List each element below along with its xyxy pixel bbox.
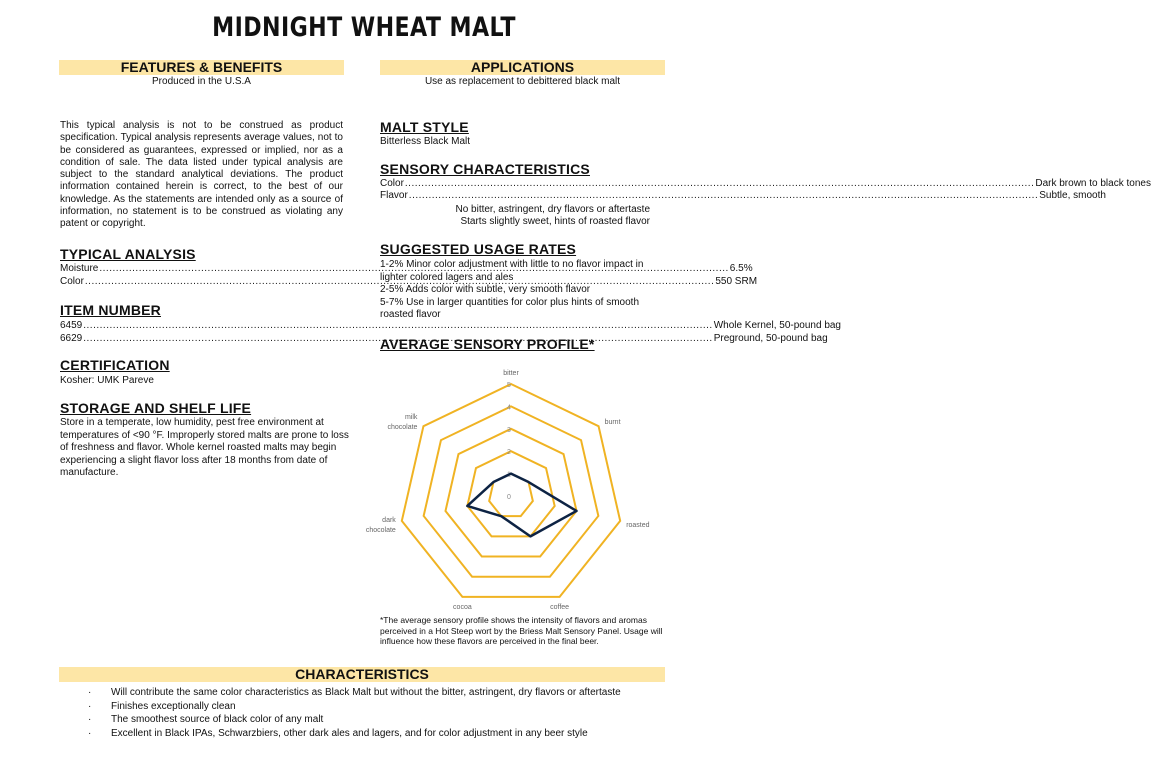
usage-line: 5-7% Use in larger quantities for color plus hints of smooth roasted flavor — [380, 296, 640, 320]
sensory-label: Flavor — [380, 190, 408, 201]
sensory-value: Subtle, smooth — [1039, 190, 1106, 201]
profile-note: *The average sensory profile shows the intensity of flavors and aromas perceived in a Hot Steep wort by the Briess Malt Sensory Panel. Usage will influence how these flavors are perceived in the final beer. — [380, 615, 663, 647]
item-description: Whole Kernel, 50-pound bag — [713, 320, 841, 331]
radar-category-label: roasted — [626, 521, 650, 529]
disclaimer-text: This typical analysis is not to be construed as product specification. Typical analysis represents average values, not to be considered as guarantees, expressed or implied, nor as a condition of sale. The data listed under typical analysis are subject to the standard analytical deviations. The product information contained herein is correct, to the best of our knowledge. As the statements are intended only as a source of information, no statement is to be construed as violating any patent or copyright. — [60, 120, 343, 230]
radar-category-label: coffee — [550, 603, 570, 611]
item-row-6459 — [60, 320, 841, 331]
sensory-row-color — [380, 178, 1151, 189]
certification-text: Kosher: UMK Pareve — [60, 375, 154, 386]
radar-category-label: dark chocolate — [365, 516, 396, 534]
usage-lines — [380, 259, 670, 322]
radar-tick-label: 1 — [507, 471, 511, 479]
sensory-radar-chart — [365, 363, 670, 613]
list-item: · Excellent in Black IPAs, Schwarzbiers, other dark ales and lagers, and for color adjustment in any beer style — [88, 727, 631, 741]
radar-tick-label: 5 — [507, 382, 511, 389]
radar-grid-ring — [402, 384, 620, 597]
sensory-row-flavor — [380, 190, 1106, 201]
item-number-heading: ITEM NUMBER — [60, 302, 161, 318]
radar-tick-label: 2 — [507, 449, 511, 457]
applications-heading: APPLICATIONS — [380, 60, 665, 75]
certification-heading: CERTIFICATION — [60, 357, 170, 373]
page-title: MIDNIGHT WHEAT MALT — [212, 12, 516, 43]
storage-text: Store in a temperate, low humidity, pest free environment at temperatures of <90 °F. Improperly stored malts are prone to loss of freshness and flavor. Whole kernel roasted malts may begin experiencing a slight flavor loss after 18 months from date of manufacture. — [60, 417, 349, 478]
item-description: Preground, 50-pound bag — [713, 333, 828, 344]
radar-category-label: bitter — [503, 370, 519, 377]
analysis-label: Moisture — [60, 263, 99, 274]
applications-subtitle: Use as replacement to debittered black malt — [424, 76, 621, 87]
malt-style-heading: MALT STYLE — [380, 119, 469, 135]
radar-category-label: burnt — [604, 419, 621, 427]
analysis-value: 6.5% — [729, 263, 753, 274]
radar-tick-label: 0 — [507, 494, 511, 501]
item-code: 6459 — [60, 320, 83, 331]
list-item: · The smoothest source of black color of any malt — [88, 713, 631, 727]
sensory-extra-1: No bitter, astringent, dry flavors or aftertaste — [455, 204, 650, 215]
sensory-heading: SENSORY CHARACTERISTICS — [380, 161, 590, 177]
analysis-value: 550 SRM — [715, 276, 758, 287]
analysis-row-color — [60, 276, 758, 287]
list-item: · Finishes exceptionally clean — [88, 700, 631, 714]
analysis-row-moisture — [60, 263, 753, 274]
radar-grid-ring — [445, 426, 576, 557]
radar-category-label: milk chocolate — [387, 414, 418, 432]
characteristics-heading: CHARACTERISTICS — [59, 667, 665, 682]
sensory-label: Color — [380, 178, 404, 189]
sensory-extra-2: Starts slightly sweet, hints of roasted flavor — [460, 216, 650, 227]
characteristics-list — [88, 686, 631, 740]
list-item: · Will contribute the same color characteristics as Black Malt but without the bitter, astringent, dry flavors or aftertaste — [88, 686, 631, 700]
radar-tick-label: 4 — [507, 404, 511, 412]
features-heading: FEATURES & BENEFITS — [59, 60, 344, 75]
malt-style-text: Bitterless Black Malt — [380, 136, 471, 147]
typical-analysis-heading: TYPICAL ANALYSIS — [60, 246, 196, 262]
radar-category-label: cocoa — [453, 603, 472, 611]
item-code: 6629 — [60, 333, 83, 344]
sensory-value: Dark brown to black tones — [1035, 178, 1151, 189]
profile-heading: AVERAGE SENSORY PROFILE* — [380, 336, 595, 352]
radar-tick-label: 3 — [507, 426, 511, 434]
usage-line: 2-5% Adds color with subtle, very smooth flavor — [380, 284, 591, 295]
analysis-label: Color — [60, 276, 84, 287]
storage-heading: STORAGE AND SHELF LIFE — [60, 400, 252, 416]
usage-line: 1-2% Minor color adjustment with little to no flavor impact in lighter colored lagers and ales — [380, 259, 644, 283]
usage-heading: SUGGESTED USAGE RATES — [380, 241, 577, 257]
features-subtitle: Produced in the U.S.A — [152, 76, 251, 87]
